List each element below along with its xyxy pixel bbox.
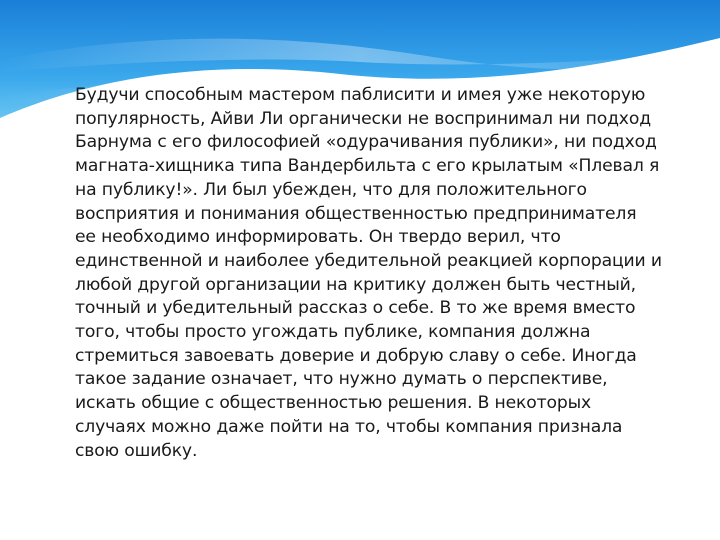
body-paragraph: Будучи способным мастером паблисити и имея уже некоторую популярность, Айви Ли органически не воспринимал ни подход Барнума с его философией «одурачивания публики», ни подход магната-хищника типа Вандербильта с его крылатым «Плевал я на публику!». Ли был убежден, что для положительного восприятия и понимания общественностью предпринимателя ее необходимо информировать. Он твердо верил, что единственной и наиболее убедительной реакцией корпорации и любой другой организации на критику должен быть честный, точный и убедительный рассказ о себе. В то же время вместо того, чтобы просто угождать публике, компания должна стремиться завоевать доверие и добрую славу о себе. Иногда такое задание означает, что нужно думать о перспективе, искать общие с общественностью решения. В некоторых случаях можно даже пойти на то, чтобы компания признала свою ошибку. <box>75 85 662 461</box>
